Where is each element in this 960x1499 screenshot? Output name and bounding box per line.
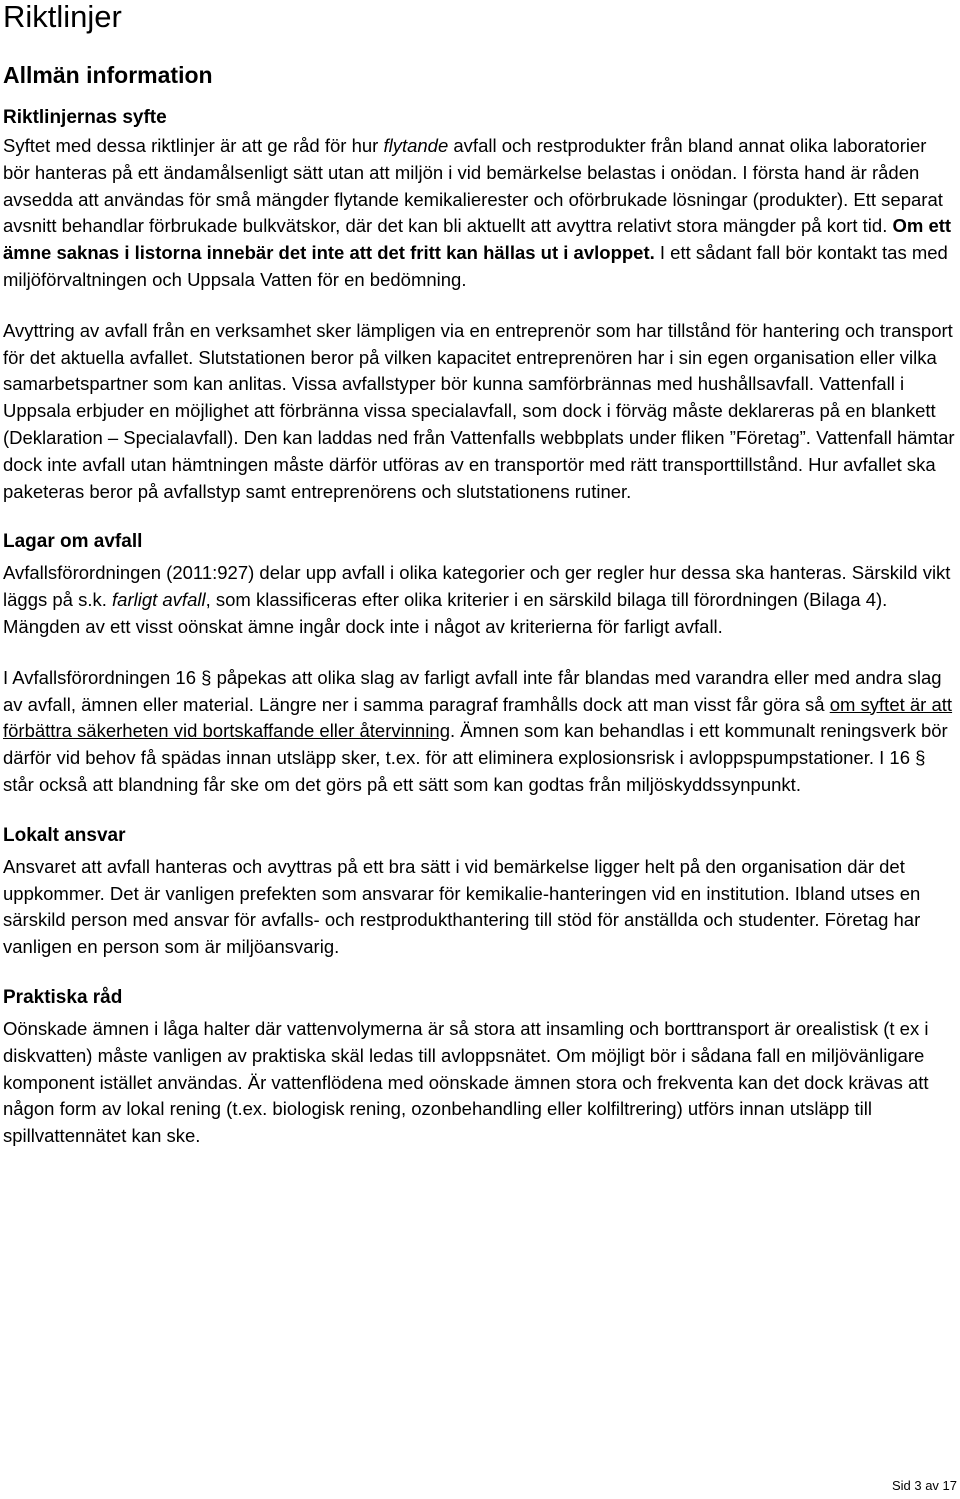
subheading-syfte: Riktlinjernas syfte [3, 107, 167, 128]
paragraph-lokalt-1: Ansvaret att avfall hanteras och avyttras på ett bra sätt i vid bemärkelse ligger helt på den organisation där det uppkommer. Det är vanligen prefekten som ansvarar för kemikalie-hanteringen vid en institution. Ibland utses en särskild person med ansvar för avfalls- och restprodukthantering till stöd för anställda och studenter. Företag har vanligen en person som är miljöansvarig. [3, 855, 921, 958]
paragraph-praktiska-1: Oönskade ämnen i låga halter där vattenvolymerna är så stora att insamling och borttransport är orealistisk (t ex i diskvatten) måste vanligen av praktiska skäl ledas till avloppsnätet. Om möjligt bör i sådana fall en miljövänligare komponent istället användas. Är vattenflödena med oönskade ämnen stora och frekventa kan det dock krävas att någon form av lokal rening (t.ex. biologisk rening, ozonbehandling eller kolfiltrering) utförs innan utsläpp till spillvattennätet kan ske. [3, 1017, 929, 1147]
section-syfte [3, 106, 957, 505]
section-lagar [3, 530, 957, 798]
subheading-praktiska: Praktiska råd [3, 986, 123, 1008]
paragraph-syfte-2: Avyttring av avfall från en verksamhet sker lämpligen via en entreprenör som har tillstånd för hantering och transport för det aktuella avfallet. Slutstationen beror på vilken kapacitet entreprenören har i sin egen organisation eller vilka samarbetspartner som kan anlitas. Vissa avfallstyper bör kunna samförbrännas med hushållsavfall. Vattenfall i Uppsala erbjuder en möjlighet att förbränna vissa specialavfall, som dock i förväg måste deklareras på en blankett (Deklaration – Specialavfall). Den kan laddas ned från Vattenfalls webbplats under fliken ”Företag”. Vattenfall hämtar dock inte avfall utan hämtningen måste därför utföras av en transportör med rätt transporttillstånd. Hur avfallet ska paketeras beror på avfallstyp samt entreprenörens och slutstationens rutiner. [3, 319, 955, 502]
paragraph-lagar-2: I Avfallsförordningen 16 § påpekas att olika slag av farligt avfall inte får blandas med varandra eller med andra slag av avfall, ämnen eller material. Längre ner i samma paragraf framhålls dock att man visst får göra så om syftet är att förbättra säkerheten vid bortskaffande eller återvinning. Ämnen som kan behandlas i ett kommunalt reningsverk bör därför vid behov få spädas innan utsläpp sker, t.ex. för att eliminera explosionsrisk i avloppspumpstationer. I 16 § står också att blandning får ske om det görs på ett sätt som kan godtas från miljöskyddssynpunkt. [3, 666, 953, 795]
page-number: Sid 3 av 17 [891, 1478, 957, 1493]
section-praktiska [3, 986, 957, 1150]
section-heading-allman: Allmän information [3, 62, 213, 88]
subheading-lokalt: Lokalt ansvar [3, 824, 126, 846]
subheading-lagar: Lagar om avfall [3, 531, 143, 553]
paragraph-lagar-1: Avfallsförordningen (2011:927) delar upp avfall i olika kategorier och ger regler hur dessa ska hanteras. Särskild vikt läggs på s.k. farligt avfall, som klassificeras efter olika kriterier i en särskild bilaga till förordningen (Bilaga 4). Mängden av ett visst oönskat ämne ingår dock inte i något av kriterierna för farligt avfall. [3, 562, 951, 637]
document-page [3, 0, 957, 1150]
section-lokalt [3, 824, 957, 961]
page-title: Riktlinjer [3, 0, 122, 34]
paragraph-syfte-1: Syftet med dessa riktlinjer är att ge råd för hur flytande avfall och restprodukter från bland annat olika laboratorier bör hanteras på ett ändamålsenligt sätt utan att miljön i vid bemärkelse belastas i onödan. I första hand är råden avsedda att användas för små mängder flytande kemikalierester och oförbrukade lösningar (produkter). Ett separat avsnitt behandlar förbrukade bulkvätskor, där det kan bli aktuellt att avyttra relativt stora mängder på kort tid. Om ett ämne saknas i listorna innebär det inte att det fritt kan hällas ut i avloppet. I ett sådant fall bör kontakt tas med miljöförvaltningen och Uppsala Vatten för en bedömning. [3, 135, 952, 290]
